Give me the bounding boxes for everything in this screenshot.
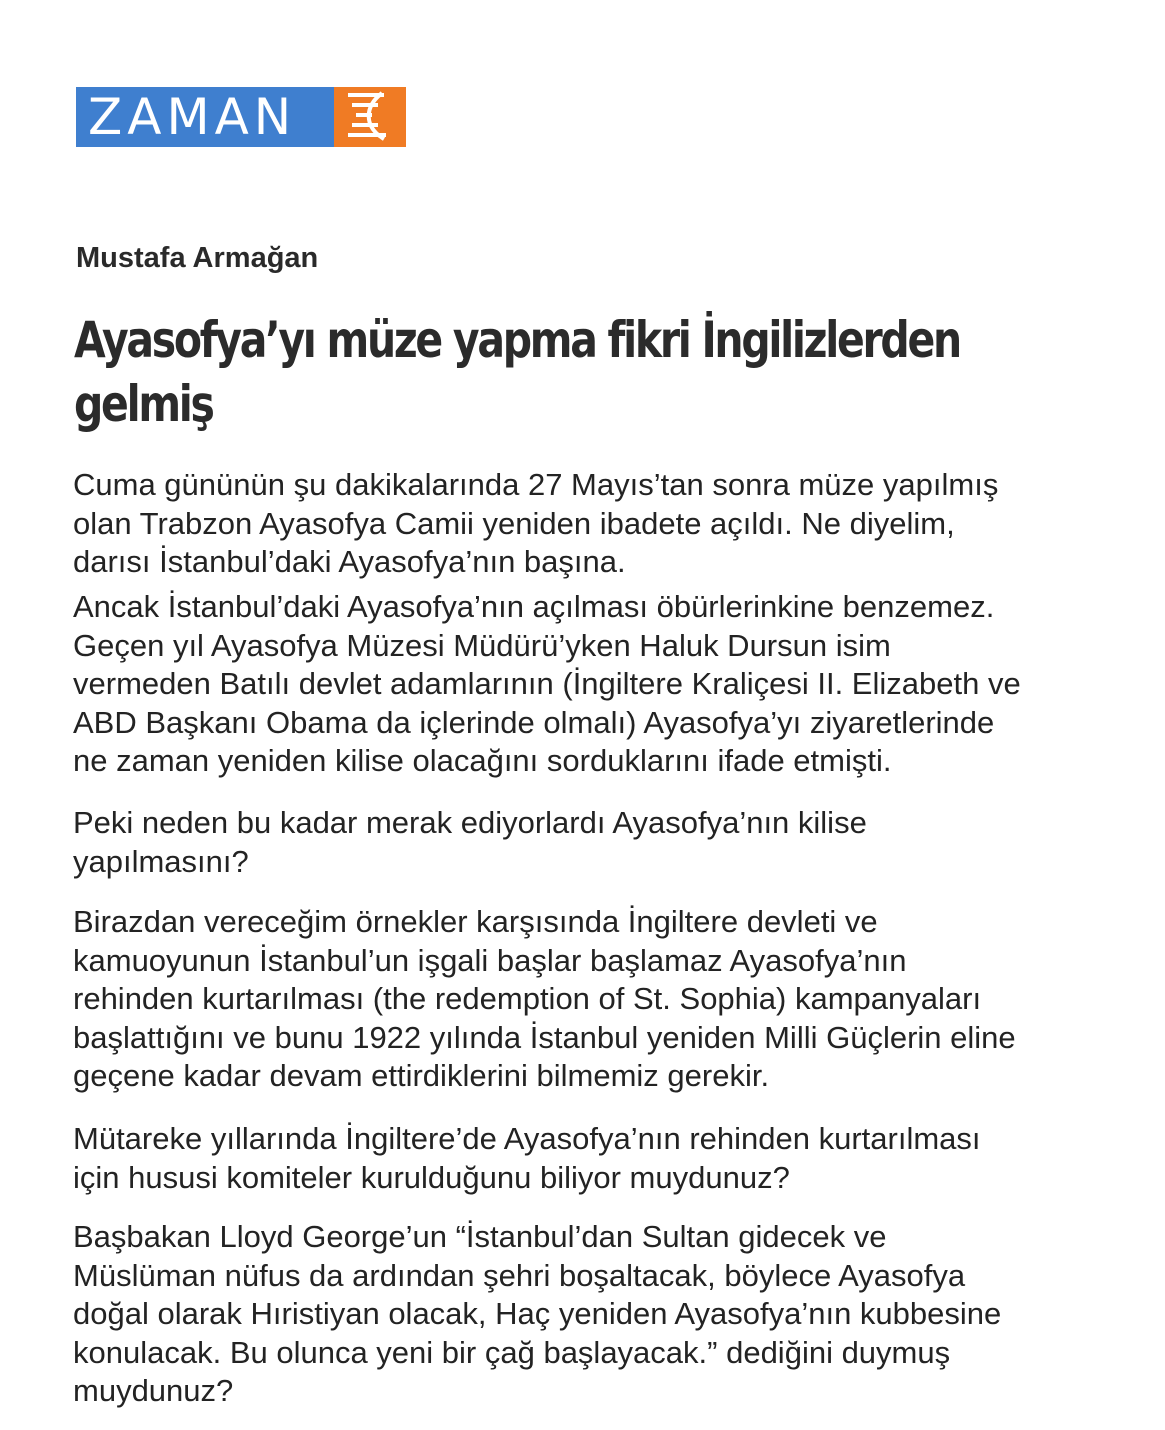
article-headline xyxy=(74,308,960,436)
paragraph-line: doğal olarak Hıristiyan olacak, Haç yeniden Ayasofya’nın kubbesine xyxy=(73,1296,1002,1331)
paragraph-line: konulacak. Bu olunca yeni bir çağ başlayacak.” dediğini duymuş xyxy=(73,1334,951,1370)
paragraph-line: Peki neden bu kadar merak ediyorlardı Ayasofya’nın kilise xyxy=(73,805,867,840)
paragraph-line: muydunuz? xyxy=(73,1373,234,1408)
paragraph-6 xyxy=(73,1218,1133,1411)
paragraph-3 xyxy=(73,804,1133,881)
paragraph-line: vermeden Batılı devlet adamlarının (İngiltere Kraliçesi II. Elizabeth ve xyxy=(73,666,1021,701)
paragraph-line: rehinden kurtarılması (the redemption of St. Sophia) kampanyaları xyxy=(73,981,982,1016)
paragraph-line: Ancak İstanbul’daki Ayasofya’nın açılması öbürlerinkine benzemez. xyxy=(73,589,995,624)
zaman-logo xyxy=(76,87,406,147)
paragraph-line: kamuoyunun İstanbul’un işgali başlar başlamaz Ayasofya’nın xyxy=(73,942,907,978)
paragraph-line: Geçen yıl Ayasofya Müzesi Müdürü’yken Haluk Dursun isim xyxy=(73,627,891,663)
paragraph-line: Müslüman nüfus da ardından şehri boşaltacak, böylece Ayasofya xyxy=(73,1257,966,1293)
paragraph-line: Birazdan vereceğim örnekler karşısında İngiltere devleti ve xyxy=(73,904,878,939)
paragraph-line: geçene kadar devam ettirdiklerini bilmemiz gerekir. xyxy=(73,1058,770,1093)
paragraph-line: ABD Başkanı Obama da içlerinde olmalı) Ayasofya’yı ziyaretlerinde xyxy=(73,704,995,740)
paragraph-line: ne zaman yeniden kilise olacağını sorduklarını ifade etmişti. xyxy=(73,743,892,778)
paragraph-line: Başbakan Lloyd George’un “İstanbul’dan Sultan gidecek ve xyxy=(73,1219,887,1254)
paragraph-5 xyxy=(73,1120,1133,1197)
paragraph-line: Mütareke yıllarında İngiltere’de Ayasofya’nın rehinden kurtarılması xyxy=(73,1121,981,1156)
paragraph-1 xyxy=(73,466,1133,582)
logo-mark-icon xyxy=(334,87,406,147)
logo-text: ZAMAN xyxy=(76,87,334,147)
paragraph-2 xyxy=(73,588,1133,781)
paragraph-line: Cuma gününün şu dakikalarında 27 Mayıs’tan sonra müze yapılmış xyxy=(73,467,999,502)
headline-line-1: Ayasofya’yı müze yapma fikri İngilizlerden xyxy=(74,311,960,369)
paragraph-line: için hususi komiteler kurulduğunu biliyor muydunuz? xyxy=(73,1159,790,1195)
paragraph-line: yapılmasını? xyxy=(73,843,249,879)
headline-line-2: gelmiş xyxy=(74,375,213,433)
author-name: Mustafa Armağan xyxy=(76,242,319,274)
paragraph-4 xyxy=(73,903,1133,1096)
paragraph-line: başlattığını ve bunu 1922 yılında İstanbul yeniden Milli Güçlerin eline xyxy=(73,1019,1016,1055)
paragraph-line: darısı İstanbul’daki Ayasofya’nın başına. xyxy=(73,544,626,579)
paragraph-line: olan Trabzon Ayasofya Camii yeniden ibadete açıldı. Ne diyelim, xyxy=(73,505,955,541)
